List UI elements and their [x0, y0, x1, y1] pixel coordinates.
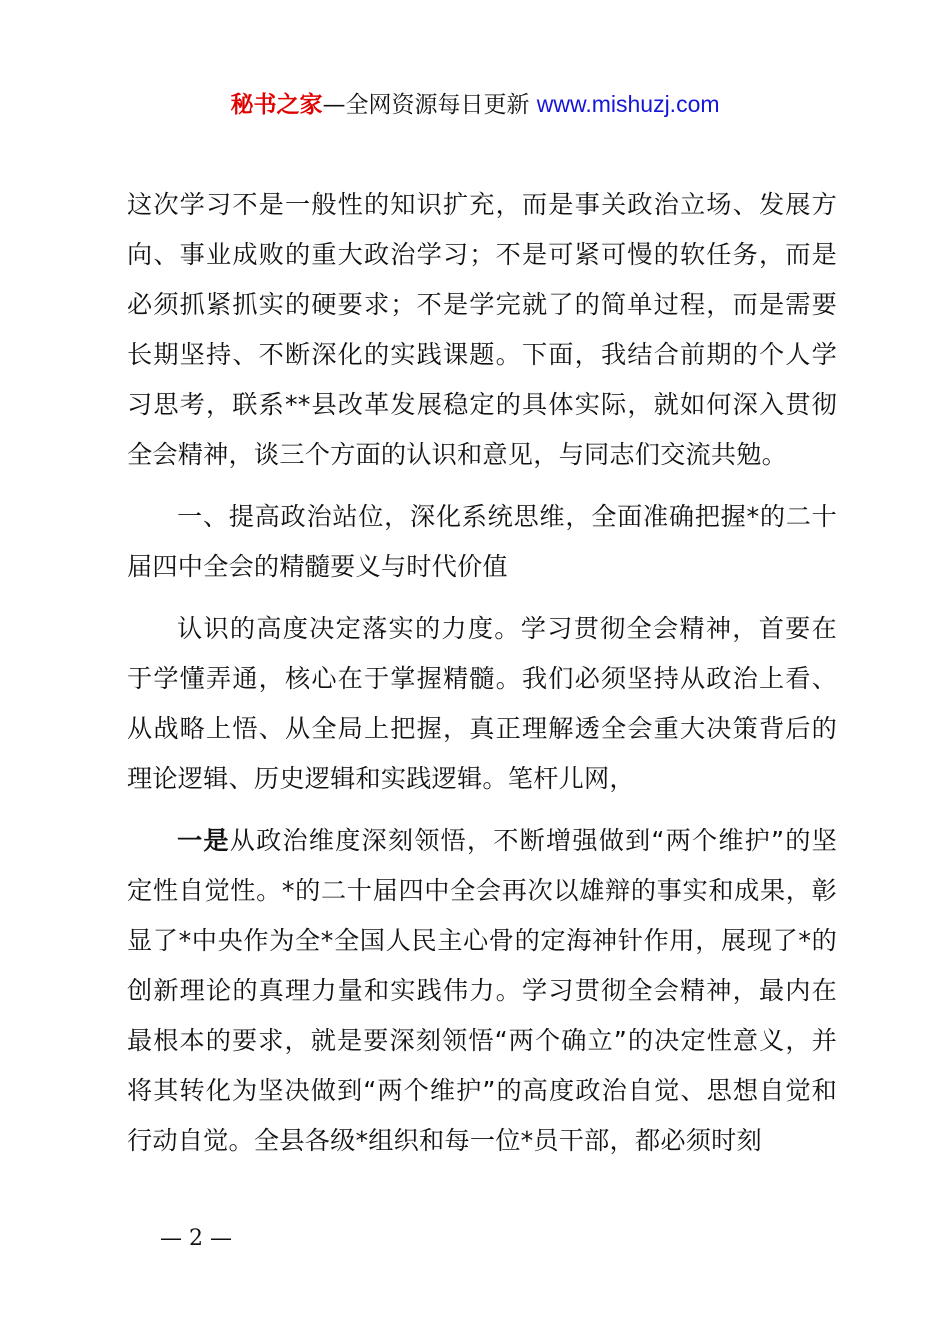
body-paragraph: 认识的高度决定落实的力度。学习贯彻全会精神，首要在于学懂弄通，核心在于掌握精髓。我们必须坚持从政治上看、从战略上悟、从全局上把握，真正理解透全会重大决策背后的理论逻辑、历史逻辑和实践逻辑。笔杆儿网，: [127, 614, 837, 793]
header-tagline: —全网资源每日更新: [322, 92, 530, 118]
page-header: [0, 88, 950, 121]
intro-paragraph: 这次学习不是一般性的知识扩充，而是事关政治立场、发展方向、事业成败的重大政治学习；不是可紧可慢的软任务，而是必须抓紧抓实的硬要求；不是学完就了的简单过程，而是需要长期坚持、不断深化的实践课题。下面，我结合前期的个人学习思考，联系**县改革发展稳定的具体实际，就如何深入贯彻全会精神，谈三个方面的认识和意见，与同志们交流共勉。: [127, 190, 837, 469]
body-paragraph-point-one: [127, 816, 837, 1166]
point-text: 从政治维度深刻领悟，不断增强做到“两个维护”的坚定性自觉性。*的二十届四中全会再次以雄辩的事实和成果，彰显了*中央作为全*全国人民主心骨的定海神针作用，展现了*的创新理论的真理力量和实践伟力。学习贯彻全会精神，最内在最根本的要求，就是要深刻领悟“两个确立”的决定性意义，并将其转化为坚决做到“两个维护”的高度政治自觉、思想自觉和行动自觉。全县各级*组织和每一位*员干部，都必须时刻: [127, 826, 837, 1155]
section-heading: 一、提高政治站位，深化系统思维，全面准确把握*的二十届四中全会的精髓要义与时代价值: [127, 502, 837, 581]
brand-name: 秘书之家: [230, 92, 323, 118]
page-number: — 2 —: [160, 1226, 232, 1251]
document-body: [127, 180, 837, 1178]
website-link[interactable]: www.mishuzj.com: [536, 91, 720, 117]
point-lead: 一是: [177, 826, 230, 855]
